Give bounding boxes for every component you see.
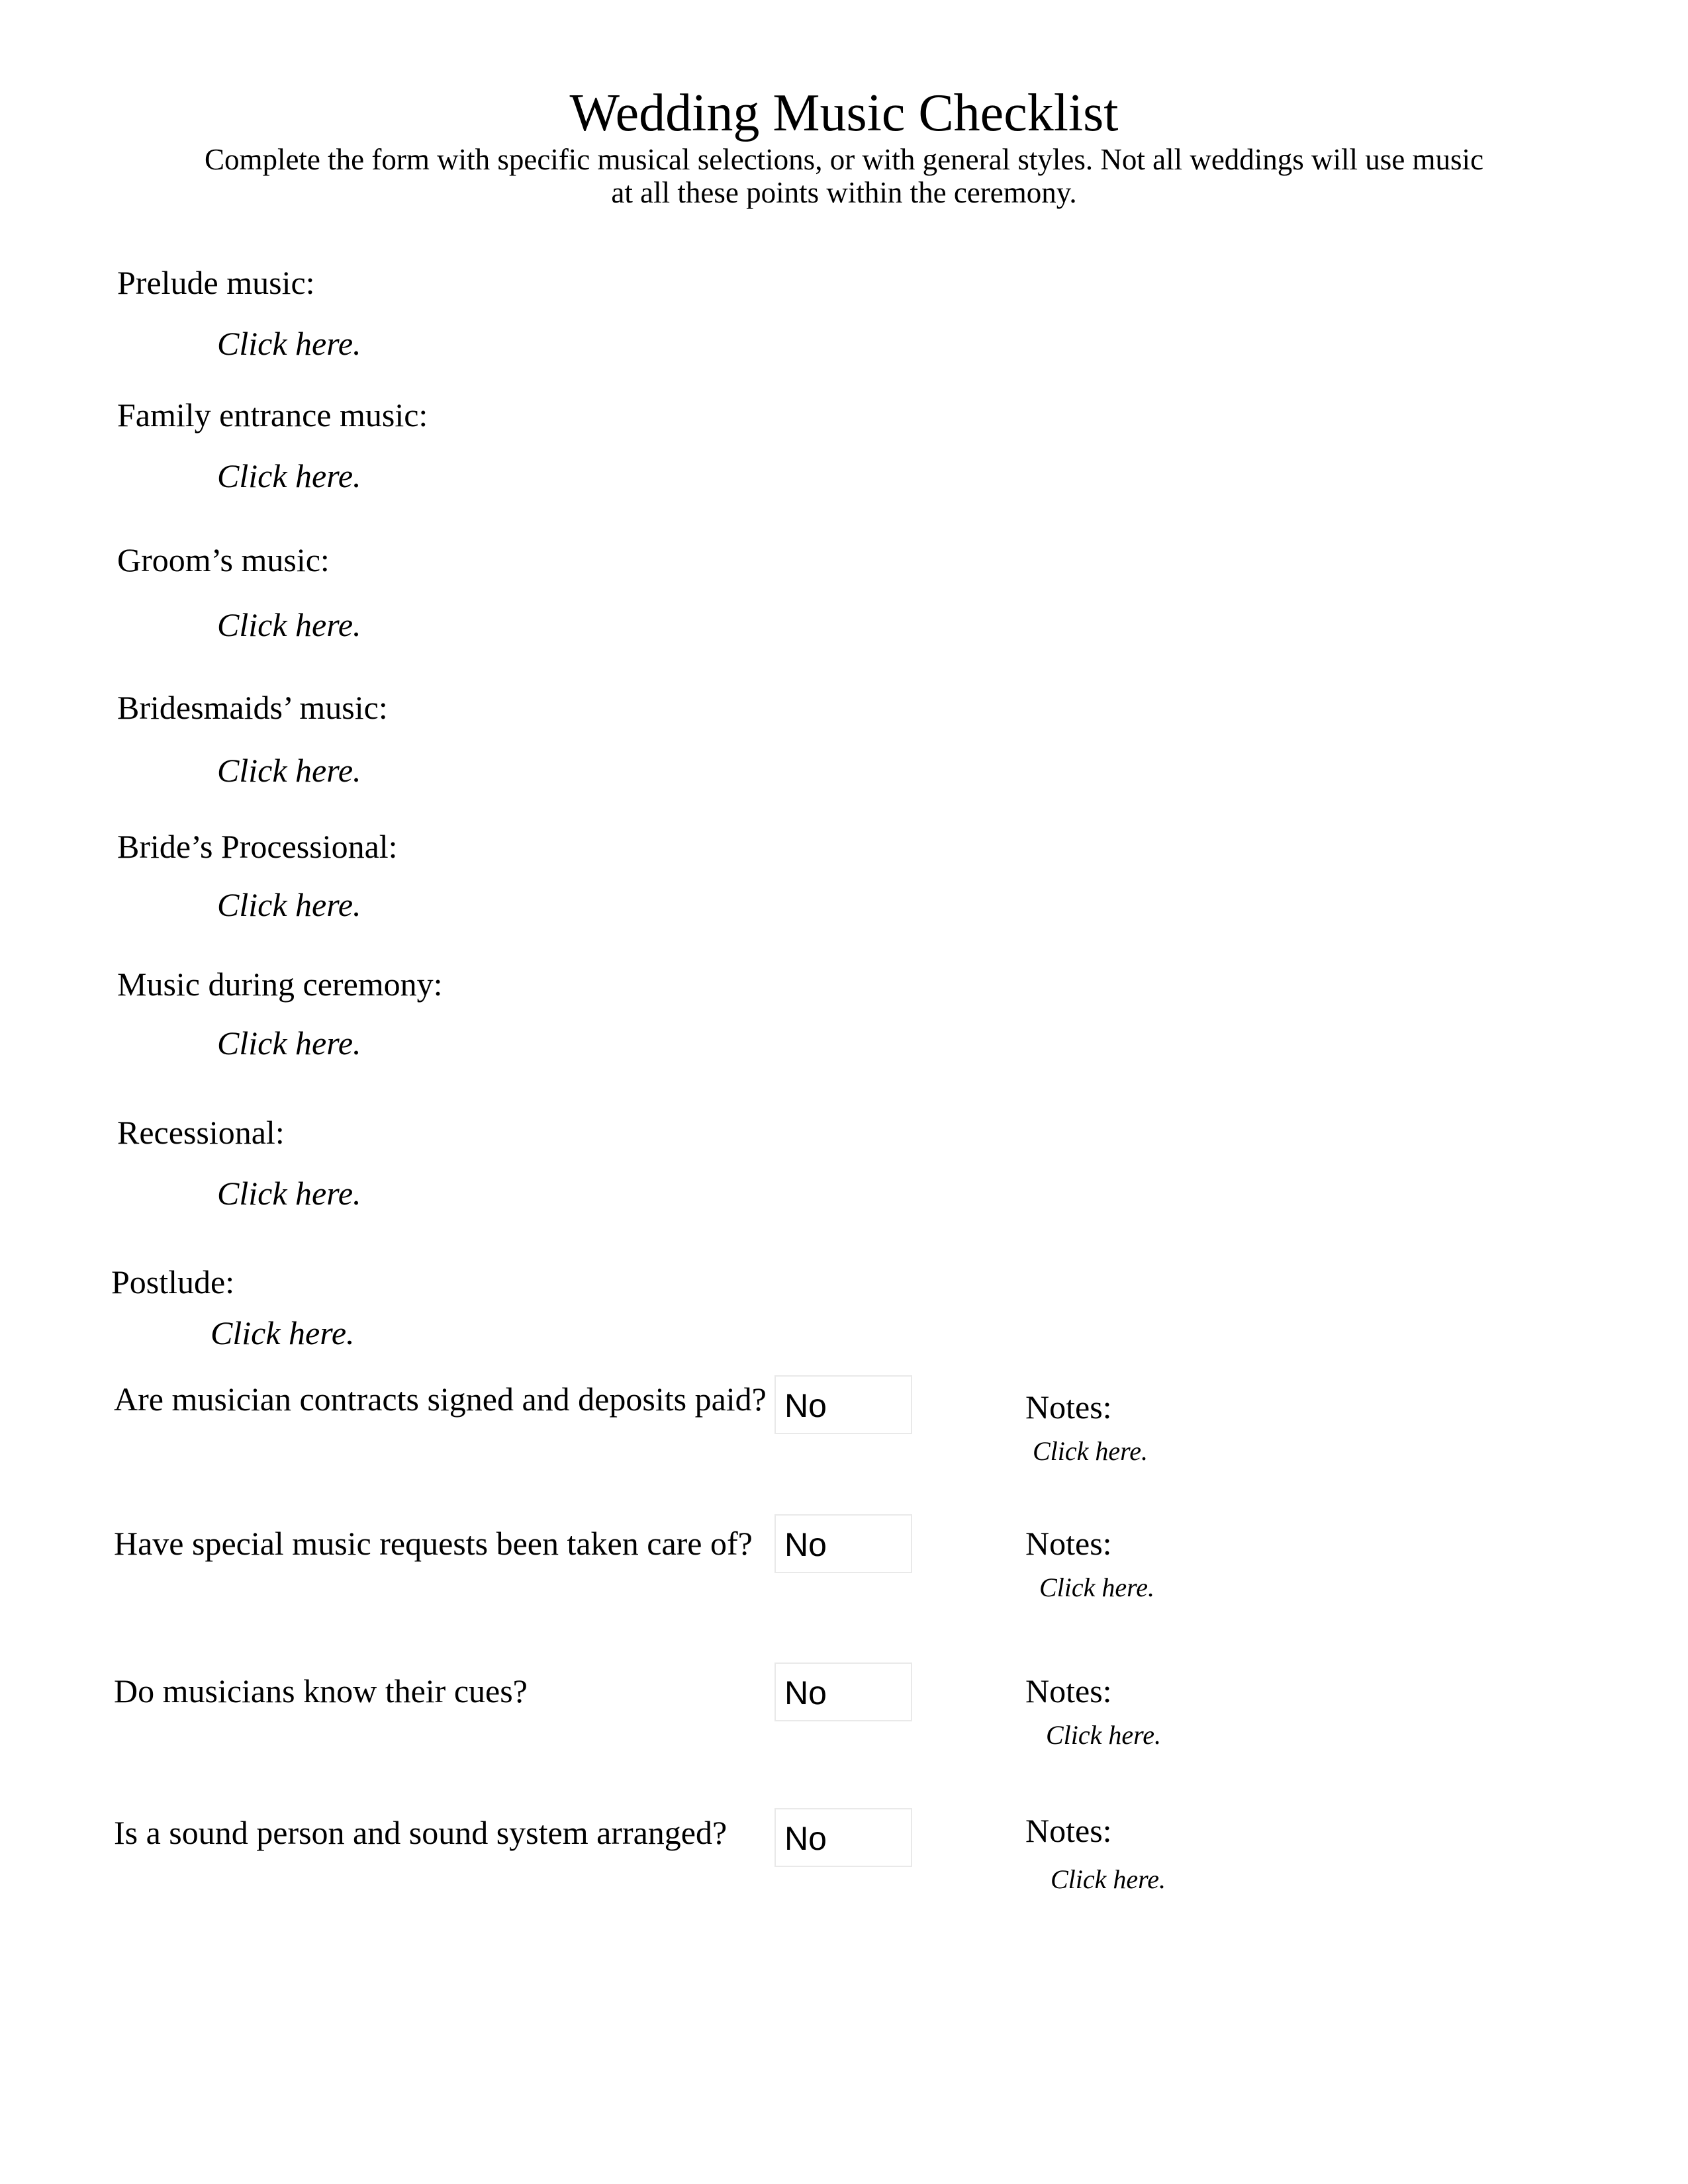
notes-label-sound: Notes:	[1025, 1812, 1112, 1849]
section-field-recessional[interactable]: Click here.	[217, 1175, 361, 1212]
notes-label-contracts: Notes:	[1025, 1388, 1112, 1426]
section-label-prelude: Prelude music:	[117, 264, 315, 301]
section-label-family-entrance: Family entrance music:	[117, 396, 428, 433]
notes-field-requests[interactable]: Click here.	[1039, 1572, 1155, 1602]
question-label-requests: Have special music requests been taken care of?	[114, 1525, 753, 1562]
section-field-family-entrance[interactable]: Click here.	[217, 457, 361, 494]
notes-label-requests: Notes:	[1025, 1525, 1112, 1562]
section-label-groom: Groom’s music:	[117, 541, 330, 578]
section-label-bridesmaids: Bridesmaids’ music:	[117, 689, 388, 726]
section-label-during-ceremony: Music during ceremony:	[117, 966, 443, 1003]
section-field-groom[interactable]: Click here.	[217, 606, 361, 643]
question-label-sound: Is a sound person and sound system arranged?	[114, 1814, 727, 1851]
page-title: Wedding Music Checklist	[569, 84, 1119, 142]
section-field-bride-processional[interactable]: Click here.	[217, 886, 361, 923]
notes-label-cues: Notes:	[1025, 1672, 1112, 1709]
section-label-recessional: Recessional:	[117, 1114, 285, 1151]
answer-dropdown-sound[interactable]: No	[774, 1808, 912, 1867]
section-label-bride-processional: Bride’s Processional:	[117, 828, 398, 865]
page-subtitle: Complete the form with specific musical selections, or with general styles. Not all weddings will use music at all these points within the ceremony.	[204, 143, 1484, 209]
notes-field-contracts[interactable]: Click here.	[1033, 1436, 1149, 1466]
question-label-cues: Do musicians know their cues?	[114, 1672, 528, 1709]
answer-dropdown-requests[interactable]: No	[774, 1514, 912, 1573]
question-label-contracts: Are musician contracts signed and deposits paid?	[114, 1381, 767, 1418]
notes-field-sound[interactable]: Click here.	[1051, 1864, 1166, 1894]
section-field-postlude[interactable]: Click here.	[211, 1314, 355, 1351]
section-field-prelude[interactable]: Click here.	[217, 325, 361, 362]
section-field-bridesmaids[interactable]: Click here.	[217, 752, 361, 789]
notes-field-cues[interactable]: Click here.	[1046, 1720, 1162, 1750]
answer-dropdown-cues[interactable]: No	[774, 1662, 912, 1721]
section-label-postlude: Postlude:	[111, 1263, 235, 1300]
section-field-during-ceremony[interactable]: Click here.	[217, 1024, 361, 1062]
answer-dropdown-contracts[interactable]: No	[774, 1375, 912, 1434]
